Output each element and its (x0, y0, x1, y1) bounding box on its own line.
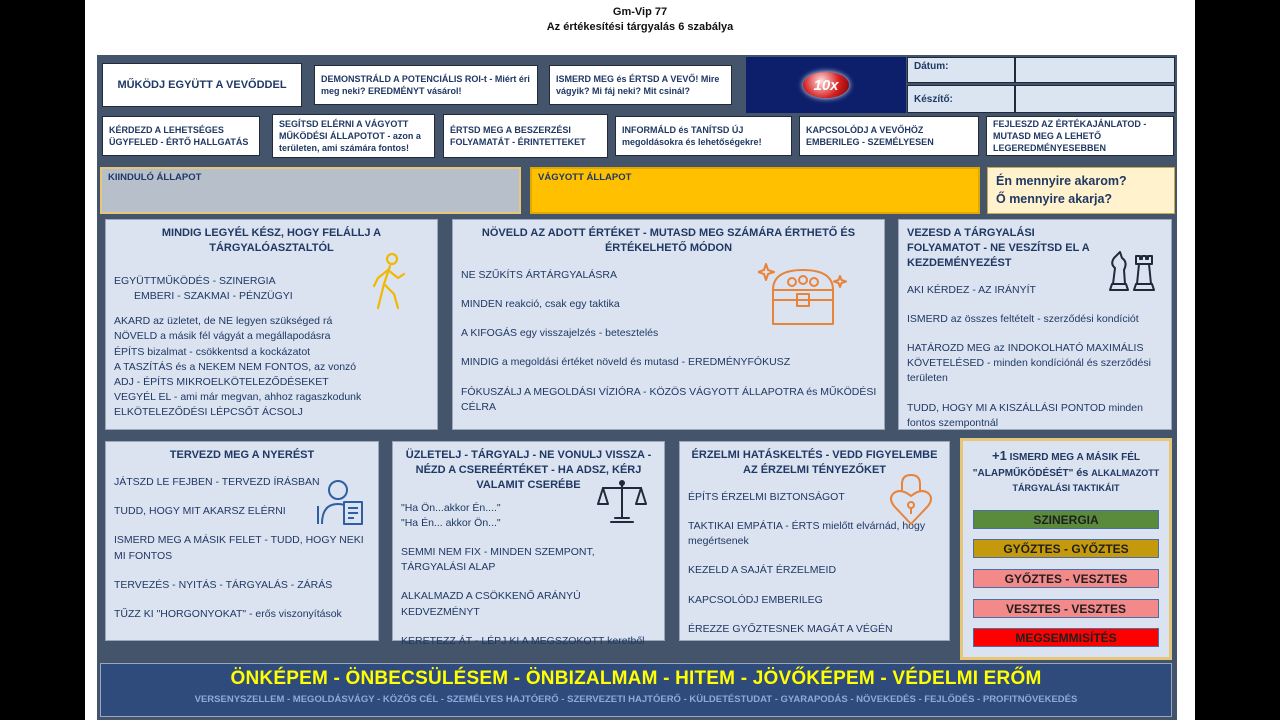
heart-lock-icon (888, 472, 934, 526)
panel-line: EMBERI - SZAKMAI - PÉNZÜGYI (134, 289, 293, 302)
listen-box: KÉRDEZD A LEHETSÉGES ÜGYFELED - ÉRTŐ HALLGATÁS (102, 116, 260, 156)
panel-line: AKARD az üzletet, de NE legyen szükséged rá (114, 315, 333, 328)
tactics-line: ISMERD MEG A MÁSIK FÉL (1009, 452, 1140, 463)
date-field[interactable] (1015, 57, 1175, 83)
panel-line: TERVEZÉS - NYITÁS - TÁRGYALÁS - ZÁRÁS (114, 578, 333, 591)
panel-line: "Ha Ön...akkor Én...." (401, 501, 501, 514)
panel-line: ÉPÍTS ÉRZELMI BIZTONSÁGOT (688, 490, 845, 503)
panel-line: ISMERD MEG A MÁSIK FELET - TUDD, HOGY NEKI MI FONTOS (114, 534, 364, 562)
rule-lose-lose: VESZTES - VESZTES (973, 599, 1159, 618)
procurement-box: ÉRTSD MEG A BESZERZÉSI FOLYAMATÁT - ÉRINTETTEKET (443, 114, 608, 158)
panel-line: ELKÖTELEZŐDÉSI LÉPCSŐT ÁCSOLJ (114, 406, 303, 419)
rule-win-lose: GYŐZTES - VESZTES (973, 569, 1159, 588)
understand-buyer-box: ISMERD MEG és ÉRTSD A VEVŐ! Mire vágyik? Mi fáj neki? Mit csinál? (549, 65, 732, 105)
roi-box: DEMONSTRÁLD A POTENCIÁLIS ROI-t - Miért éri meg neki? EREDMÉNYT vásárol! (314, 65, 538, 105)
chess-pieces-icon (1104, 248, 1158, 294)
panel-title: ÉRZELMI HATÁSKELTÉS - VEDD FIGYELEMBE AZ ÉRZELMI TÉNYEZŐKET (691, 449, 938, 476)
panel-emotional-impact (679, 441, 950, 641)
panel-line: JÁTSZD LE FEJBEN - TERVEZD ÍRÁSBAN (114, 475, 320, 488)
panel-line: NE SZŰKÍTS ÁRTÁRGYALÁSRA (461, 268, 617, 281)
tactics-heading (963, 441, 1169, 496)
panel-line: TUDD, HOGY MI A KISZÁLLÁSI PONTOD minden fontos szempontnál (907, 401, 1143, 429)
panel-line: FÓKUSZÁLJ A MEGOLDÁSI VÍZIÓRA - KÖZÖS VÁGYOTT ÁLLAPOTRA és MŰKÖDÉSI CÉLRA (461, 385, 877, 413)
panel-line: EGYÜTTMŰKÖDÉS - SZINERGIA (114, 274, 276, 287)
panel-line: TUDD, HOGY MIT AKARSZ ELÉRNI (114, 505, 286, 518)
plus-one-label: +1 (992, 448, 1007, 463)
planner-person-icon (314, 476, 366, 528)
logo-10x-icon: 10x (803, 72, 849, 98)
rule-synergy: SZINERGIA (973, 510, 1159, 529)
panel-title: VEZESD A TÁRGYALÁSI FOLYAMATOT - NE VESZÍTSD EL A KEZDEMÉNYEZÉST (907, 227, 1090, 269)
panel-line: VEGYÉL EL - ami már megvan, ahhoz ragaszkodunk (114, 391, 362, 404)
panel-line: KAPCSOLÓDJ EMBERILEG (688, 593, 823, 606)
panel-line: SEMMI NEM FIX - MINDEN SZEMPONT, TÁRGYALÁSI ALAP (401, 545, 595, 574)
document-page (85, 0, 1195, 720)
footer-banner (100, 663, 1172, 717)
worksheet (97, 55, 1177, 720)
panel-line: A TASZÍTÁS és a NEKEM NEM FONTOS, az vonzó (114, 360, 357, 373)
starting-state-box: KIINDULÓ ÁLLAPOT (100, 167, 521, 214)
desired-state-box: SEGÍTSD ELÉRNI A VÁGYOTT MŰKÖDÉSI ÁLLAPOTOT - azon a területen, ami számára fontos! (272, 114, 435, 158)
tactics-line: "ALAPMŰKÖDÉSÉT" (972, 467, 1074, 479)
question-self: Én mennyire akarom? (996, 174, 1127, 188)
document-title: Az értékesítési tárgyalás 6 szabálya (546, 21, 734, 33)
panel-line: TŰZZ KI "HORGONYOKAT" - erős viszonyítások (114, 607, 342, 620)
footer-main-line: ÖNKÉPEM - ÖNBECSÜLÉSEM - ÖNBIZALMAM - HITEM - JÖVŐKÉPEM - VÉDELMI ERŐM (230, 668, 1042, 689)
connect-box: KAPCSOLÓDJ A VEVŐHÖZ EMBERILEG - SZEMÉLYESEN (799, 116, 979, 156)
cooperate-box: MŰKÖDJ EGYÜTT A VEVŐDDEL (102, 63, 302, 107)
panel-title: NÖVELD AZ ADOTT ÉRTÉKET - MUTASD MEG SZÁMÁRA ÉRTHETŐ ÉS ÉRTÉKELHETŐ MÓDON (481, 227, 856, 254)
footer-sub-line: VERSENYSZELLEM - MEGOLDÁSVÁGY - KÖZÖS CÉL - SZEMÉLYES HAJTÓERŐ - SZERVEZETI HAJTÓERŐ - KÜLDETÉSTUDAT - GYARAPODÁS - NÖVEKEDÉS - FEJLŐDÉS - PROFITNÖVEKEDÉS (194, 694, 1078, 705)
panel-line: ÉPÍTS bizalmat - csökkentsd a kockázatot (114, 345, 311, 358)
tactics-line: ALKALMAZOTT TÁRGYALÁSI TAKTIKÁIT (1012, 467, 1160, 493)
panel-increase-value (452, 219, 885, 430)
panel-title: TERVEZD MEG A NYERÉST (169, 449, 315, 461)
panel-line: ÉREZZE GYŐZTESNEK MAGÁT A VÉGÉN (688, 622, 893, 635)
walking-person-icon (364, 252, 412, 312)
author-label: Készítő: (907, 85, 1015, 113)
panel-line: HATÁROZD MEG az INDOKOLHATÓ MAXIMÁLIS KÖVETELÉSED - minden kondíciónál és szerződési területen (907, 341, 1151, 385)
logo-area (746, 57, 906, 113)
panel-line: MINDEN reakció, csak egy taktika (461, 297, 620, 310)
motivation-questions (987, 167, 1175, 214)
panel-line: NÖVELD a másik fél vágyát a megállapodásra (114, 330, 331, 343)
treasure-chest-icon (758, 256, 848, 332)
tactics-line: és (1076, 466, 1089, 479)
author-field[interactable] (1015, 85, 1175, 113)
date-label: Dátum: (907, 57, 1015, 83)
panel-title: ÜZLETELJ - TÁRGYALJ - NE VONULJ VISSZA - NÉZD A CSEREÉRTÉKET - HA ADSZ, KÉRJ VALAMIT CSERÉBE (405, 449, 652, 491)
panel-ready-to-walk (105, 219, 438, 430)
panel-plan-win (105, 441, 379, 641)
desired-state-bar: VÁGYOTT ÁLLAPOT (530, 167, 980, 214)
value-proposition-box: FEJLESZD AZ ÉRTÉKAJÁNLATOD - MUTASD MEG A LEHETŐ LEGEREDMÉNYESEBBEN (986, 116, 1174, 156)
panel-line: MINDIG a megoldási értéket növeld és mutasd - EREDMÉNYFÓKUSZ (461, 356, 791, 369)
panel-line: KEZELD A SAJÁT ÉRZELMEID (688, 564, 837, 577)
panel-trade-value (392, 441, 665, 647)
panel-line: KERETEZZ ÁT - LÉPJ KI A MEGSZOKOTT keretből (401, 634, 645, 647)
inform-box: INFORMÁLD és TANÍTSD ÚJ megoldásokra és lehetőségekre! (615, 116, 792, 156)
panel-line: ALKALMAZD A CSÖKKENŐ ARÁNYÚ KEDVEZMÉNYT (401, 590, 581, 618)
panel-lead-process (898, 219, 1172, 430)
question-other: Ő mennyire akarja? (996, 191, 1113, 206)
panel-line: ADJ - ÉPÍTS MIKROELKÖTELEZŐDÉSEKET (114, 376, 329, 388)
rule-destruction: MEGSEMMISÍTÉS (973, 628, 1159, 647)
document-code: Gm-Vip 77 (612, 6, 668, 18)
panel-line: AKI KÉRDEZ - AZ IRÁNYÍT (907, 283, 1036, 296)
panel-title: MINDIG LEGYÉL KÉSZ, HOGY FELÁLLJ A TÁRGYALÓASZTALTÓL (161, 227, 382, 254)
panel-line: A KIFOGÁS egy visszajelzés - betesztelés (461, 327, 659, 340)
panel-counterpart-tactics (960, 438, 1172, 660)
balance-scale-icon (597, 478, 647, 526)
panel-line: TAKTIKAI EMPÁTIA - ÉRTS mielőtt elvárnád, hogy megértsenek (688, 519, 926, 548)
panel-line: "Ha Én... akkor Ön..." (401, 516, 501, 529)
rule-win-win: GYŐZTES - GYŐZTES (973, 539, 1159, 558)
panel-line: ISMERD az összes feltételt - szerződési kondíciót (907, 312, 1139, 325)
